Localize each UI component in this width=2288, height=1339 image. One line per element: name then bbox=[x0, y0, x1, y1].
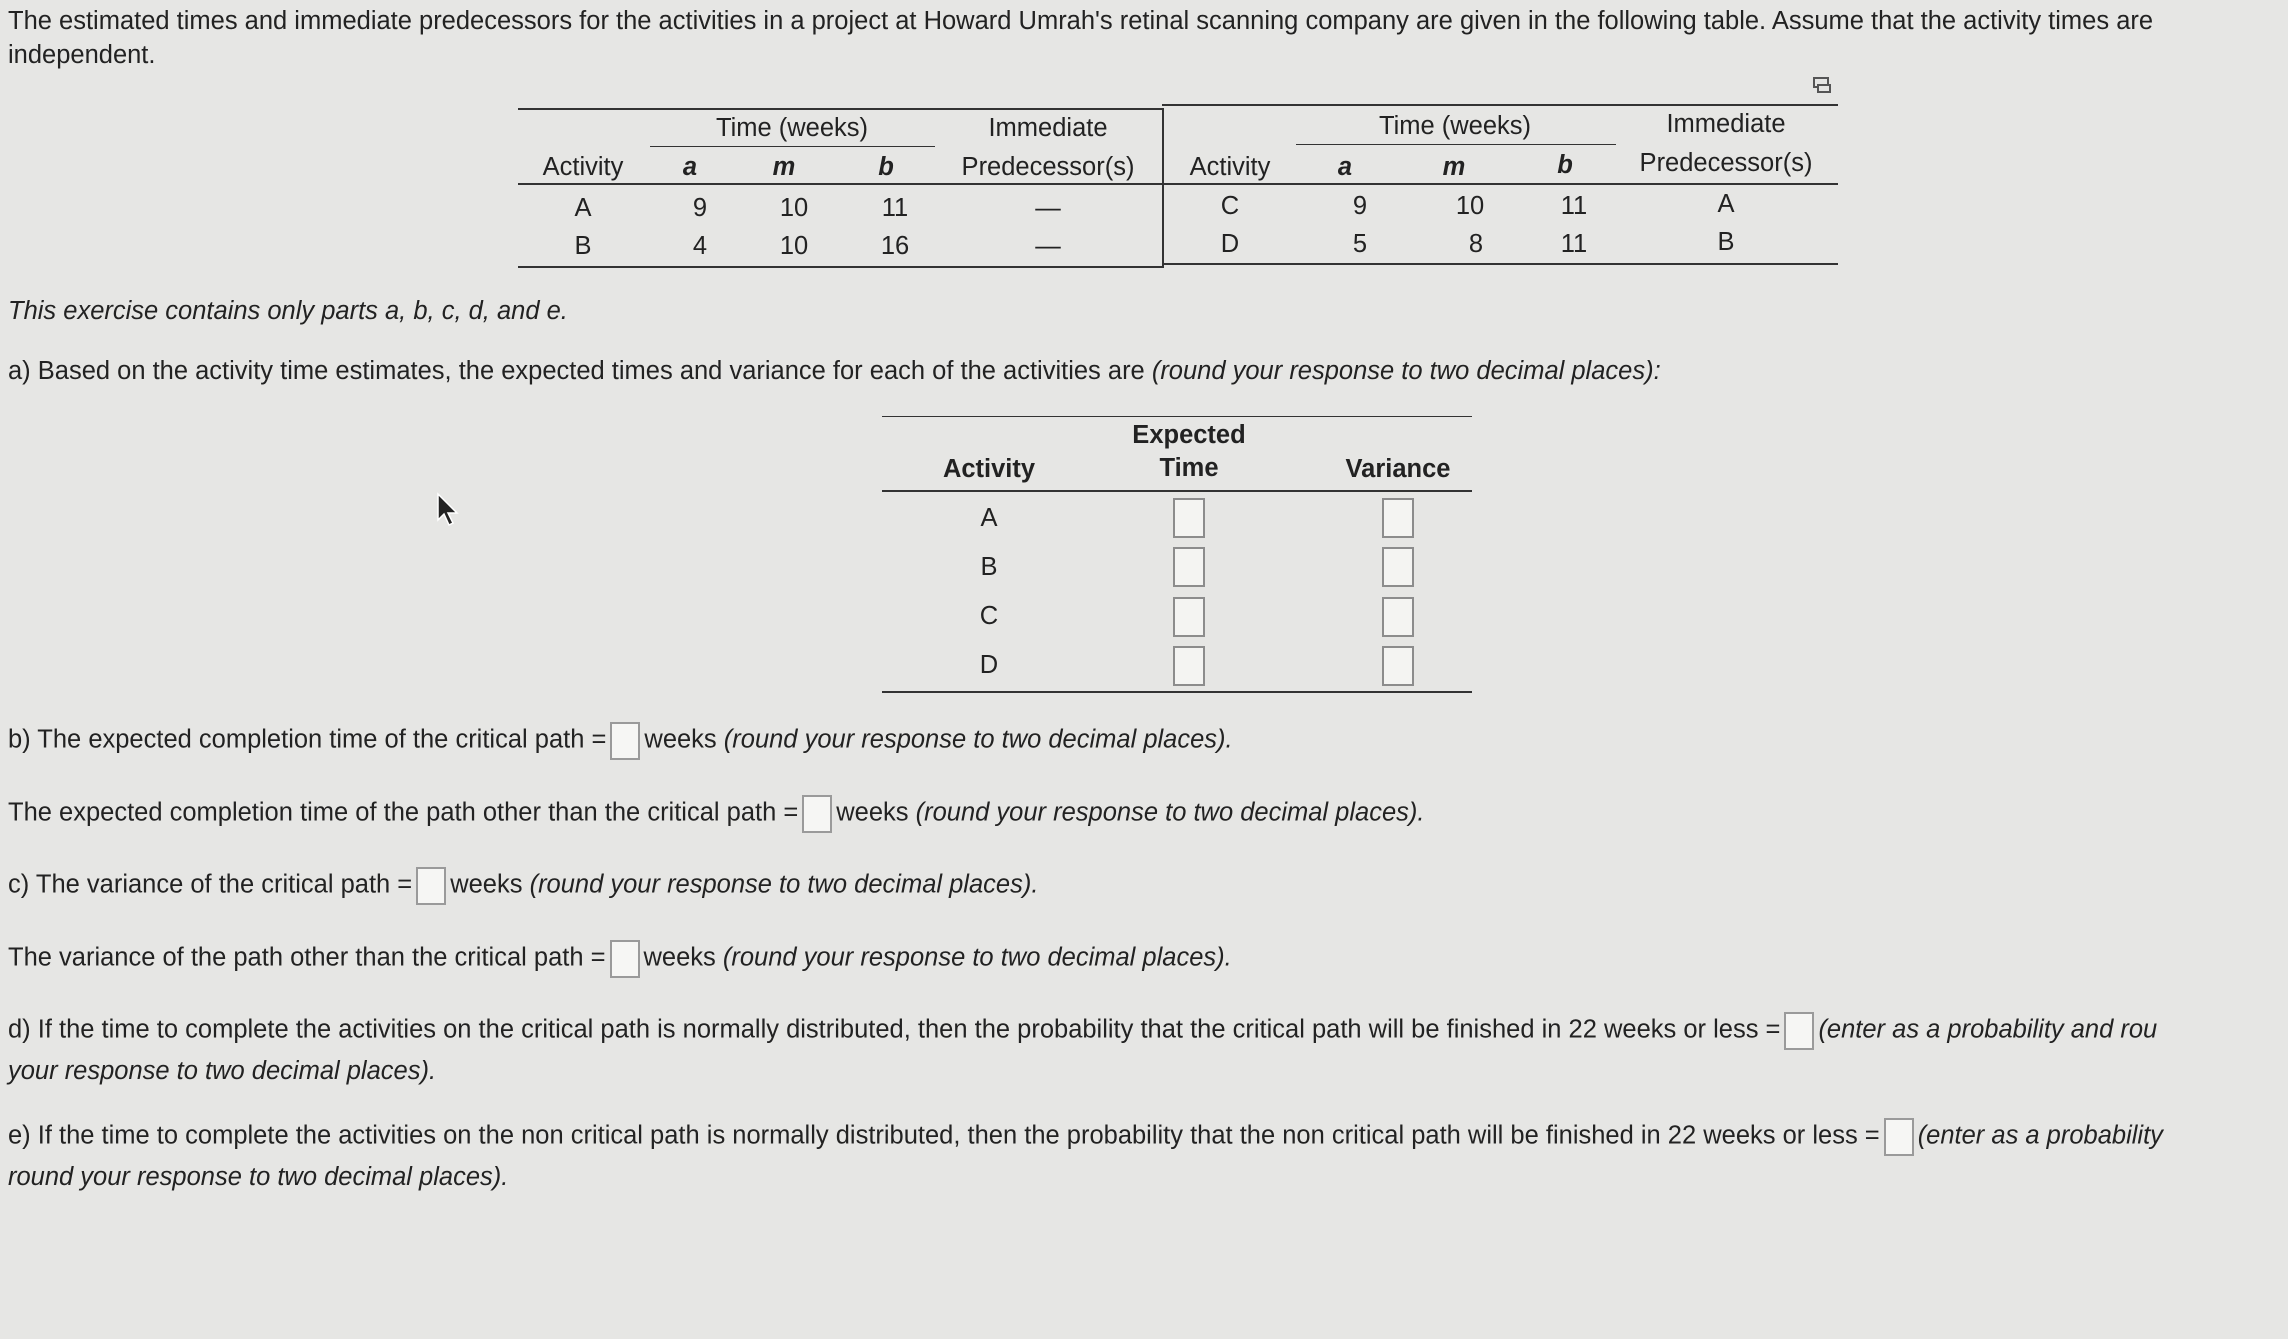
answer-activity-label: B bbox=[980, 553, 998, 581]
m-cell: 10 bbox=[1455, 192, 1485, 220]
part-d-line1 bbox=[8, 1012, 2157, 1050]
predecessors-header-right: Predecessor(s) bbox=[1639, 149, 1813, 177]
table-divider bbox=[1162, 108, 1164, 266]
time-group-rule-right bbox=[1296, 144, 1616, 145]
part-b-critical-label: b) The expected completion time of the critical path = bbox=[8, 725, 607, 754]
activity-cell: C bbox=[1220, 192, 1240, 220]
table-top-rule-right bbox=[1162, 104, 1838, 106]
answer-table-bottom-rule bbox=[882, 691, 1472, 693]
critical-path-variance-input[interactable] bbox=[416, 867, 446, 905]
part-a-hint: (round your response to two decimal places): bbox=[1151, 357, 1661, 385]
immediate-header-left: Immediate bbox=[988, 114, 1108, 142]
part-e-line2: round your response to two decimal places). bbox=[8, 1163, 509, 1191]
m-header-left: m bbox=[772, 153, 796, 181]
variance-input-b[interactable] bbox=[1382, 547, 1414, 587]
b-header-right: b bbox=[1557, 151, 1573, 179]
predecessor-cell: — bbox=[1035, 232, 1061, 260]
part-e-line1 bbox=[8, 1118, 2163, 1156]
b-cell: 11 bbox=[1560, 230, 1588, 258]
other-path-time-input[interactable] bbox=[802, 795, 832, 833]
expected-time-input-a[interactable] bbox=[1173, 498, 1205, 538]
part-c-other-unit: weeks bbox=[643, 943, 716, 972]
a-header-right: a bbox=[1337, 153, 1353, 181]
table-top-rule-left bbox=[518, 108, 1164, 110]
predecessor-cell: — bbox=[1035, 194, 1061, 222]
expected-header-line1: Expected bbox=[1132, 421, 1246, 449]
part-d-label: d) If the time to complete the activities on the critical path is normally distributed, then the probability that the critical path will be finished in 22 weeks or less = bbox=[8, 1015, 1781, 1044]
a-header-left: a bbox=[682, 153, 698, 181]
critical-path-probability-input[interactable] bbox=[1784, 1012, 1814, 1050]
table-bottom-rule-left bbox=[518, 266, 1164, 268]
answer-table-header-rule bbox=[882, 490, 1472, 492]
table-bottom-rule-right bbox=[1162, 263, 1838, 265]
expected-header-line2: Time bbox=[1159, 454, 1219, 482]
copy-icon[interactable] bbox=[1812, 76, 1832, 94]
answer-activity-label: C bbox=[979, 602, 999, 630]
immediate-header-right: Immediate bbox=[1666, 110, 1786, 138]
a-cell: 9 bbox=[692, 194, 708, 222]
b-cell: 16 bbox=[880, 232, 910, 260]
m-cell: 10 bbox=[779, 194, 809, 222]
m-header-right: m bbox=[1442, 153, 1466, 181]
variance-input-a[interactable] bbox=[1382, 498, 1414, 538]
other-path-variance-input[interactable] bbox=[610, 940, 640, 978]
b-header-left: b bbox=[878, 153, 894, 181]
predecessor-cell: A bbox=[1717, 190, 1735, 218]
part-c-other bbox=[8, 940, 1232, 978]
expected-time-input-c[interactable] bbox=[1173, 597, 1205, 637]
part-a-text: a) Based on the activity time estimates, the expected times and variance for each of the activities are bbox=[8, 357, 1152, 385]
part-d-hint: (enter as a probability and rou bbox=[1818, 1015, 2158, 1044]
part-b-other bbox=[8, 795, 1424, 833]
intro-text: The estimated times and immediate predecessors for the activities in a project at Howard Umrah's retinal scanning company are given in the following table. Assume that the activity times are independent. bbox=[8, 7, 2154, 69]
critical-path-time-input[interactable] bbox=[610, 722, 640, 760]
variance-input-c[interactable] bbox=[1382, 597, 1414, 637]
time-weeks-header-right: Time (weeks) bbox=[1378, 112, 1532, 140]
a-cell: 4 bbox=[692, 232, 708, 260]
exercise-note: This exercise contains only parts a, b, c, d, and e. bbox=[8, 297, 568, 325]
part-c-critical-unit: weeks bbox=[450, 870, 523, 899]
time-group-rule-left bbox=[650, 146, 935, 147]
part-b-other-label: The expected completion time of the path other than the critical path = bbox=[8, 798, 799, 827]
answer-activity-label: D bbox=[979, 651, 999, 679]
round-hint: (round your response to two decimal places). bbox=[722, 943, 1232, 972]
predecessor-cell: B bbox=[1717, 228, 1735, 256]
header-rule bbox=[518, 183, 1838, 185]
part-b-other-unit: weeks bbox=[836, 798, 909, 827]
b-cell: 11 bbox=[1560, 192, 1588, 220]
part-c-other-label: The variance of the path other than the critical path = bbox=[8, 943, 606, 972]
mouse-cursor-icon bbox=[436, 492, 462, 528]
activity-cell: D bbox=[1220, 230, 1240, 258]
noncritical-path-probability-input[interactable] bbox=[1884, 1118, 1914, 1156]
expected-time-input-b[interactable] bbox=[1173, 547, 1205, 587]
b-cell: 11 bbox=[881, 194, 909, 222]
activity-cell: A bbox=[574, 194, 592, 222]
activity-header-left: Activity bbox=[542, 153, 624, 181]
round-hint: (round your response to two decimal places). bbox=[529, 870, 1039, 899]
a-cell: 5 bbox=[1352, 230, 1368, 258]
part-e-label: e) If the time to complete the activities on the non critical path is normally distributed, then the probability that the non critical path will be finished in 22 weeks or less = bbox=[8, 1121, 1880, 1150]
predecessors-header-left: Predecessor(s) bbox=[961, 153, 1135, 181]
m-cell: 10 bbox=[779, 232, 809, 260]
answer-table-top-rule bbox=[882, 416, 1472, 417]
round-hint: (round your response to two decimal places). bbox=[723, 725, 1233, 754]
part-c-critical-label: c) The variance of the critical path = bbox=[8, 870, 413, 899]
m-cell: 8 bbox=[1468, 230, 1484, 258]
part-b-critical-unit: weeks bbox=[644, 725, 717, 754]
part-c-critical bbox=[8, 867, 1038, 905]
expected-time-input-d[interactable] bbox=[1173, 646, 1205, 686]
activity-cell: B bbox=[574, 232, 592, 260]
answer-activity-label: A bbox=[980, 504, 998, 532]
part-b-critical bbox=[8, 722, 1233, 760]
part-e-hint: (enter as a probability bbox=[1917, 1121, 2163, 1150]
a-cell: 9 bbox=[1352, 192, 1368, 220]
part-d-line2: your response to two decimal places). bbox=[8, 1057, 437, 1085]
variance-input-d[interactable] bbox=[1382, 646, 1414, 686]
activity-header: Activity bbox=[942, 455, 1036, 483]
round-hint: (round your response to two decimal places). bbox=[915, 798, 1425, 827]
variance-header: Variance bbox=[1345, 455, 1451, 483]
part-a-prompt bbox=[8, 357, 1661, 386]
time-weeks-header-left: Time (weeks) bbox=[715, 114, 869, 142]
activity-header-right: Activity bbox=[1189, 153, 1271, 181]
